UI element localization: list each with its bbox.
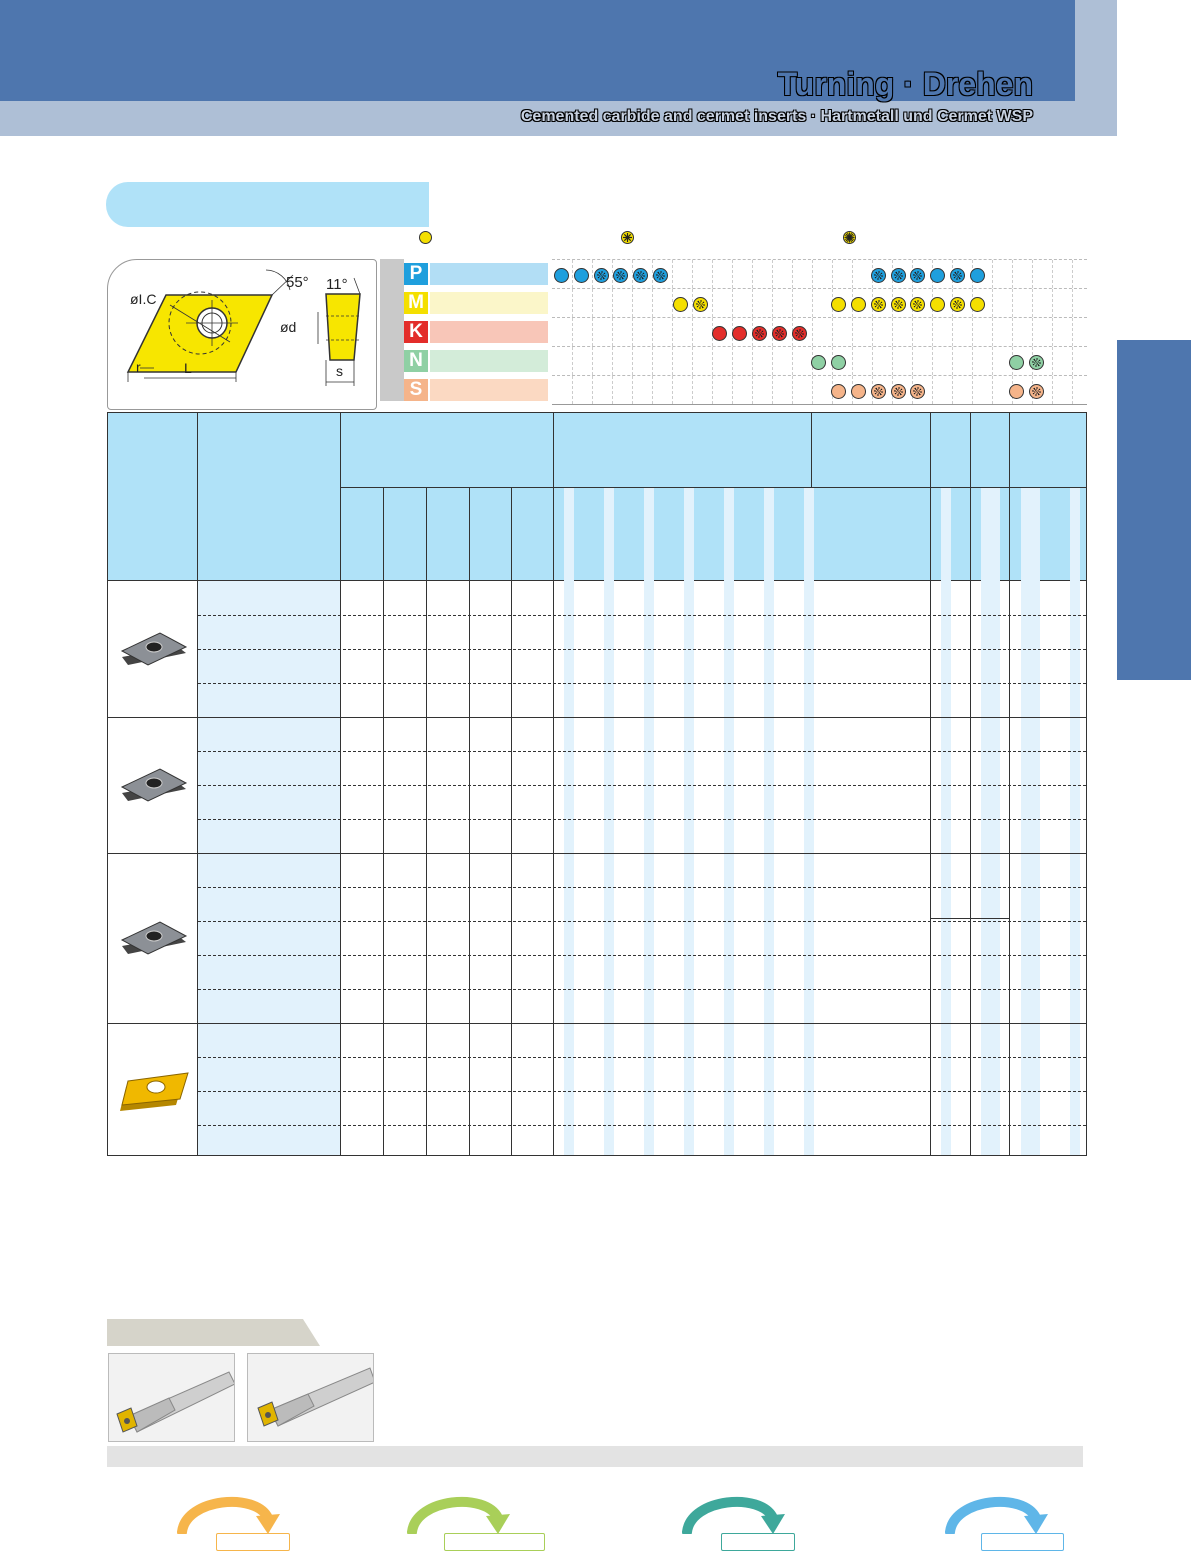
page-title: Turning · Drehen <box>777 66 1033 102</box>
iso-bar-p <box>430 263 548 285</box>
star-circle-icon <box>950 297 965 312</box>
iso-bar-s <box>430 379 548 401</box>
iso-row-p <box>404 259 1087 287</box>
solid-circle-icon <box>970 268 985 283</box>
table-row-divider <box>198 989 1086 990</box>
iso-badge-m: M <box>404 292 428 314</box>
table-row-divider <box>198 751 1086 752</box>
iso-bar-n <box>430 350 548 372</box>
star-circle-icon <box>613 268 628 283</box>
table-row-divider <box>198 955 1086 956</box>
grade-column-stripe <box>684 488 694 1155</box>
solid-circle-icon <box>831 297 846 312</box>
iso-row-m <box>404 288 1087 316</box>
designation-column <box>198 581 340 1155</box>
grade-column-stripe <box>724 488 734 1155</box>
star-circle-icon <box>621 231 634 244</box>
iso-badge-k: K <box>404 321 428 343</box>
insert-dark-1-icon <box>114 623 192 675</box>
insert-dark-3-icon <box>114 912 192 964</box>
solid-circle-icon <box>554 268 569 283</box>
table-row-divider <box>198 819 1086 820</box>
table-row-divider <box>198 649 1086 650</box>
iso-row-s <box>404 375 1087 403</box>
table-subcol-divider <box>426 487 427 1155</box>
side-tab <box>1117 340 1191 680</box>
table-row-divider <box>198 1057 1086 1058</box>
insert-geometry-drawing <box>108 260 376 409</box>
iso-row-k <box>404 317 1087 345</box>
navigation-box[interactable] <box>721 1533 795 1551</box>
solid-circle-icon <box>831 355 846 370</box>
table-subcol-divider <box>383 487 384 1155</box>
star-circle-icon <box>633 268 648 283</box>
star-circle-icon <box>950 268 965 283</box>
solid-circle-icon <box>930 297 945 312</box>
solid-circle-icon <box>811 355 826 370</box>
star-circle-icon <box>653 268 668 283</box>
table-col-divider <box>970 413 971 1155</box>
solid-circle-icon <box>851 384 866 399</box>
s-label: s <box>336 363 343 379</box>
table-col-divider <box>930 413 931 1155</box>
iso-grid <box>552 317 1087 346</box>
iso-grid <box>552 259 1087 288</box>
iso-bar-k <box>430 321 548 343</box>
grade-column-stripe <box>644 488 654 1155</box>
boring-bar-2-image <box>247 1353 374 1442</box>
star-circle-icon <box>910 384 925 399</box>
solid-circle-icon <box>970 297 985 312</box>
iso-badge-p: P <box>404 263 428 285</box>
solid-circle-icon <box>574 268 589 283</box>
star-circle-icon <box>891 297 906 312</box>
iso-row-n <box>404 346 1087 374</box>
star-circle-icon <box>871 384 886 399</box>
navigation-box[interactable] <box>216 1533 290 1551</box>
solid-circle-icon <box>930 268 945 283</box>
product-table <box>107 412 1087 1156</box>
grade-column-stripe <box>1070 488 1080 1155</box>
page-subtitle: Cemented carbide and cermet inserts · Hartmetall und Cermet WSP <box>520 108 1033 125</box>
star-circle-icon <box>891 384 906 399</box>
table-col-divider <box>340 413 341 1155</box>
tool-section-tab <box>107 1319 320 1346</box>
insert-dark-2-icon <box>114 759 192 811</box>
grade-column-stripe <box>564 488 574 1155</box>
table-group-divider <box>108 1023 1086 1024</box>
table-row-divider <box>198 615 1086 616</box>
iso-badge-n: N <box>404 350 428 372</box>
solid-circle-icon <box>1009 384 1024 399</box>
star-circle-icon <box>1029 384 1044 399</box>
table-col-divider <box>553 413 554 1155</box>
grade-column-stripe <box>764 488 774 1155</box>
star-circle-icon <box>910 268 925 283</box>
solid-circle-icon <box>831 384 846 399</box>
grade-column-stripe <box>604 488 614 1155</box>
grade-column-stripe <box>1030 488 1040 1155</box>
curved-arrow-icon <box>944 1492 1054 1534</box>
star-circle-icon <box>752 326 767 341</box>
navigation-box[interactable] <box>444 1533 545 1551</box>
table-row-divider <box>198 921 1086 922</box>
curved-arrow-icon <box>176 1492 286 1534</box>
navigation-box[interactable] <box>981 1533 1064 1551</box>
curved-arrow-icon <box>406 1492 516 1534</box>
iso-grid <box>552 375 1087 404</box>
solid-circle-icon <box>1009 355 1024 370</box>
grade-column-stripe <box>990 488 1000 1155</box>
iso-badge-s: S <box>404 379 428 401</box>
d-label: ød <box>280 319 297 335</box>
r-label: r <box>136 359 141 375</box>
star-circle-icon <box>772 326 787 341</box>
star-circle-icon <box>594 268 609 283</box>
solid-circle-icon <box>712 326 727 341</box>
angle-11-label: 11° <box>326 276 348 293</box>
iso-side-bar <box>380 259 404 401</box>
table-header <box>108 413 1086 580</box>
curved-arrow-icon <box>681 1492 791 1534</box>
table-group-divider <box>108 717 1086 718</box>
ic-label: øI.C <box>130 291 157 307</box>
table-row-divider <box>198 785 1086 786</box>
table-subcol-divider <box>469 487 470 1155</box>
star-circle-icon <box>891 268 906 283</box>
star-circle-icon <box>1029 355 1044 370</box>
insert-gold-icon <box>114 1065 192 1117</box>
solid-circle-icon <box>419 231 432 244</box>
bottom-bar <box>107 1446 1083 1467</box>
table-row-divider <box>198 683 1086 684</box>
iso-grid <box>552 346 1087 375</box>
table-group-divider <box>108 853 1086 854</box>
insert-geometry-diagram <box>107 259 377 410</box>
iso-grid-bottom <box>552 404 1087 405</box>
l-label: L <box>184 360 192 376</box>
iso-bar-m <box>430 292 548 314</box>
header-corner-band <box>1075 0 1117 101</box>
star-circle-icon <box>871 268 886 283</box>
solid-circle-icon <box>732 326 747 341</box>
star-circle-icon <box>792 326 807 341</box>
star-circle-icon <box>910 297 925 312</box>
grade-column-stripe <box>804 488 814 1155</box>
burst-circle-icon <box>843 231 856 244</box>
boring-bar-1-image <box>108 1353 235 1442</box>
angle-55-label: 55° <box>286 274 309 291</box>
table-partial-divider <box>930 918 1009 919</box>
solid-circle-icon <box>673 297 688 312</box>
grade-column-stripe <box>941 488 951 1155</box>
table-col-divider <box>1009 413 1010 1155</box>
section-pill <box>106 182 429 227</box>
table-subheader-line <box>340 487 1086 488</box>
table-subcol-divider <box>511 487 512 1155</box>
solid-circle-icon <box>851 297 866 312</box>
star-circle-icon <box>871 297 886 312</box>
table-row-divider <box>198 1091 1086 1092</box>
iso-grid <box>552 288 1087 317</box>
star-circle-icon <box>693 297 708 312</box>
table-row-divider <box>198 1125 1086 1126</box>
table-row-divider <box>198 887 1086 888</box>
